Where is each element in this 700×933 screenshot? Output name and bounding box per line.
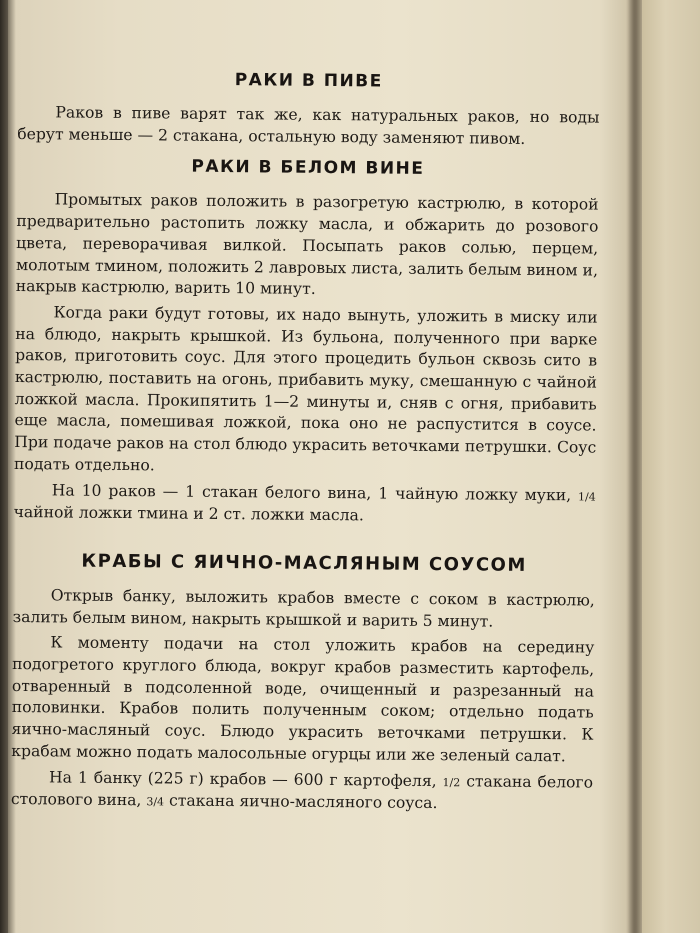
ingredients-text: На 1 банку (225 г) крабов — 600 г картофеля, [48,767,437,790]
recipe-paragraph: Промытых раков положить в разогретую кастрюлю, в которой предварительно растопить ложку масла, и обжарить до розового цвета, переворачивая вилкой. Посыпать раков солью, перцем, молотым тмином, положить 2 лавровых листа, залить белым вином и, накрыв кастрюлю, варить 10 минут. [15,190,599,299]
fraction: 1/4 [578,489,596,504]
recipe-ingredients [11,767,593,818]
recipe-crayfish-in-white-wine [14,155,600,529]
recipe-paragraph: Открыв банку, выложить крабов вместе с соком в кастрюлю, залить белым вином, накрыть крышкой и варить 5 минут. [12,586,595,631]
ingredients-text: стакана белого столового вина, [10,771,594,810]
recipe-crabs-egg-butter-sauce [11,550,595,818]
next-page-edge [642,0,700,933]
ingredients-text: На 10 раков — 1 стакан белого вина, 1 чайную ложку муки, [51,480,572,504]
recipe-crayfish-in-beer [17,68,600,151]
fraction: 3/4 [146,795,165,809]
left-page-edge [0,0,8,933]
book-gutter [626,0,642,933]
recipe-paragraph: Когда раки будут готовы, их надо вынуть, уложить в миску или на блюдо, накрыть крышкой. Из бульона, полученного при варке раков, приготовить соус. Для этого процедить бульон сквозь сито в кастрюлю, поставить на огонь, прибавить муку, смешанную с чайной ложкой масла. Прокипятить 1—2 минуты и, сняв с огня, прибавить еще масла, помешивая ложкой, пока оно не распустится в соусе. При подаче раков на стол блюдо украсить веточками петрушки. Соус подать отдельно. [13,303,598,475]
recipe-paragraph: К моменту подачи на стол уложить крабов на середину подогретого круглого блюда, вокруг крабов разместить картофель, отваренный в подсоленной воде, очищенный и разрезанный на половинки. Крабов полить полученным соком; отдельно подать яично-масляный соус. Блюдо украсить веточками петрушки. К крабам можно подать малосольные огурцы или же зеленый салат. [11,633,595,766]
book-page [11,56,600,822]
fraction: 1/2 [442,775,461,789]
recipe-ingredients [14,480,596,530]
ingredients-text: чайной ложки тмина и 2 ст. ложки масла. [13,503,364,525]
recipe-paragraph: Раков в пиве варят так же, как натуральных раков, но воды берут меньше — 2 стакана, остальную воду заменяют пивом. [17,103,600,148]
recipe-title: РАКИ В БЕЛОМ ВИНЕ [191,157,425,180]
ingredients-text: стакана яично-масляного соуса. [168,791,438,813]
recipe-title: КРАБЫ С ЯИЧНО-МАСЛЯНЫМ СОУСОМ [81,550,527,576]
recipe-title: РАКИ В ПИВЕ [234,70,383,92]
